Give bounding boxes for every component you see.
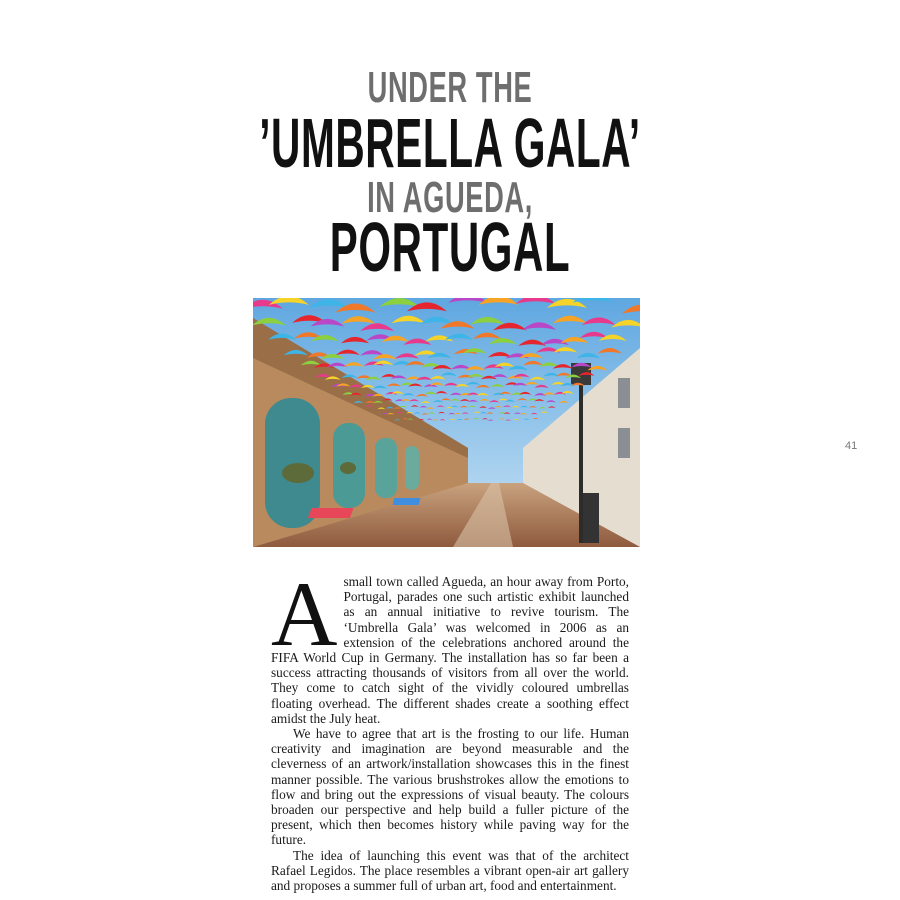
umbrella-street-photo [253, 298, 640, 547]
article-paragraph-1 [271, 563, 629, 726]
title-line-3: IN AGUEDA, [367, 173, 533, 222]
article-body [271, 563, 629, 894]
article-paragraph-2: We have to agree that art is the frosting to our life. Human creativity and imagination are beyond measurable and the cleverness of an artwork/installation showcases this in the finest manner possible. The various brushstrokes allow the emotions to flow and bring out the expressions of visual beauty. The colours broaden our perspective and help build a fuller picture of the present, which then becomes history while paving way for the future. [271, 726, 629, 848]
article-paragraph-3: The idea of launching this event was that of the architect Rafael Legidos. The place resembles a vibrant open-air art gallery and proposes a summer full of urban art, food and entertainment. [271, 847, 629, 894]
title-line-1: UNDER THE [367, 63, 533, 112]
drop-cap: A [271, 563, 338, 665]
page-number: 41 [845, 440, 858, 452]
title-line-2: ’UMBRELLA GALA’ [259, 104, 641, 182]
paragraph-1-text: small town called Agueda, an hour away from Porto, Portugal, parades one such artistic exhibit launched as an annual initiative to revive tourism. The ‘Umbrella Gala’ was welcomed in 2006 as an extension of the celebrations anchored around the FIFA World Cup in Germany. The installation has so far been a success attracting thousands of visitors from all over the world. They come to catch sight of the vividly coloured umbrellas floating overhead. The different shades create a soothing effect amidst the July heat. [271, 574, 629, 726]
title-line-4: PORTUGAL [329, 208, 571, 286]
